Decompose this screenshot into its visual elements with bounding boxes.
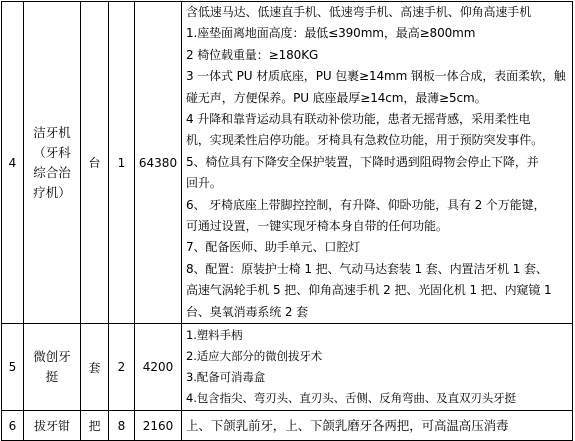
spec-line: 3 一体式 PU 材质底座，PU 包裹≥14mm 钢板一体合成，表面柔软，触 [186, 69, 566, 84]
spec-line: 1.座垫面离地面高度：最低≤390mm，最高≥800mm [186, 26, 476, 41]
spec-line: 台、臭氧消毒系统 2 套 [186, 304, 309, 319]
table-row [2, 324, 573, 411]
item-quantity: 2 [109, 324, 135, 411]
spec-line: 6、 牙椅底座上带脚控控制，有升降、仰卧功能，具有 2 个万能键， [186, 197, 546, 212]
spec-line: 含低速马达、低速直手机、低速弯手机、高速手机、仰角高速手机 [186, 5, 532, 19]
spec-line: 机，实现柔性启停功能。牙椅具有急救位功能，用于预防突发事件。 [186, 133, 544, 148]
row-number: 5 [2, 324, 24, 411]
item-unit: 台 [81, 2, 109, 324]
row-number: 4 [2, 2, 24, 324]
item-price: 64380 [135, 2, 182, 324]
item-price: 2160 [135, 411, 182, 441]
spec-line: 回升。 [186, 176, 222, 191]
item-name-cell [24, 411, 81, 441]
spec-line: 2 椅位载重量：≥180KG [186, 47, 319, 62]
item-spec [182, 324, 573, 411]
item-spec [182, 2, 573, 324]
spec-line: 可通过设置，一键实现牙椅本身自带的任何功能。 [186, 219, 448, 234]
row-number: 6 [2, 411, 24, 441]
item-name-cell [24, 324, 81, 411]
spec-line: 高速气涡轮手机 5 把、仰角高速手机 2 把、光固化机 1 把、内窥镜 1 [186, 283, 552, 298]
spec-line: 上、下颌乳前牙，上、下颌乳磨牙各两把，可高温高压消毒 [186, 417, 509, 433]
spec-line: 8、配置：原装护士椅 1 把、气动马达套装 1 套、内置洁牙机 1 套、 [186, 261, 548, 276]
table-row [2, 411, 573, 441]
table-row [2, 2, 573, 324]
item-quantity: 1 [109, 2, 135, 324]
spec-line: 3.配备可消毒盒 [186, 370, 266, 385]
item-name-cell [24, 2, 81, 324]
spec-line: 7、配备医师、助手单元、口腔灯 [186, 240, 361, 255]
spec-line: 2.适应大部分的微创拔牙术 [186, 349, 323, 364]
item-name: 拔牙钳 [33, 419, 70, 434]
item-spec [182, 411, 573, 441]
item-price: 4200 [135, 324, 182, 411]
spec-line: 4 升降和靠背运动具有联动补偿功能，患者无摇背感，采用柔性电 [186, 112, 531, 127]
item-unit: 把 [81, 411, 109, 441]
item-quantity: 8 [109, 411, 135, 441]
equipment-table [1, 1, 573, 441]
spec-line: 4.包含指尖、弯刃头、直刃头、舌侧、反角弯曲、及直双刃头牙挺 [186, 391, 516, 406]
item-unit: 套 [81, 324, 109, 411]
item-name: 微创牙挺 [33, 349, 71, 385]
spec-line: 5、椅位具有下降安全保护装置，下降时遇到阻碍物会停止下降，并 [186, 154, 539, 169]
spec-line: 碰无声，方便保养。PU 底座最厚≥14cm，最薄≥5cm。 [186, 90, 487, 105]
spec-line: 1.塑料手柄 [186, 328, 243, 343]
item-name: 洁牙机（牙科综合治疗机） [33, 124, 71, 200]
